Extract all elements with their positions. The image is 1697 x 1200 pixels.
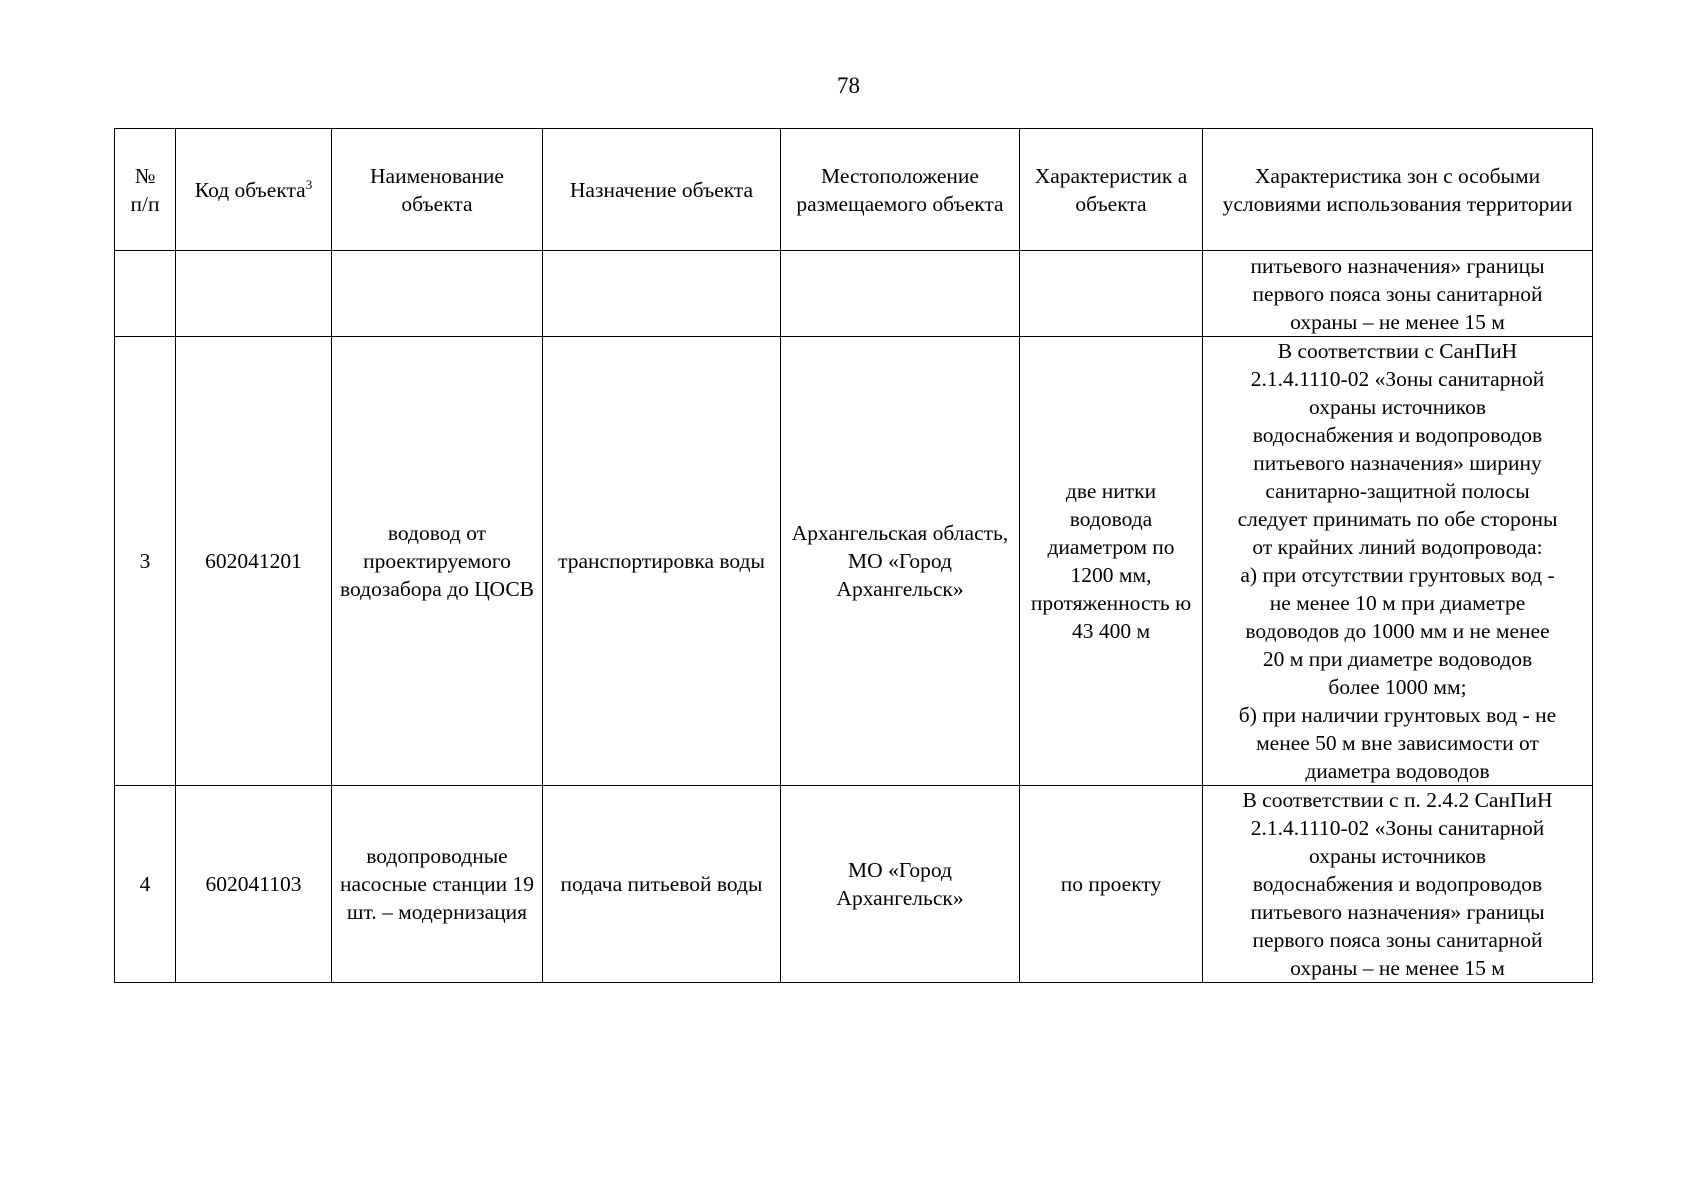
objects-table [114, 128, 1593, 983]
table-row [115, 251, 1593, 337]
cell-location [781, 251, 1020, 337]
cell-purpose: подача питьевой воды [543, 786, 781, 983]
cell-code: 602041103 [176, 786, 332, 983]
cell-characteristics [1020, 251, 1203, 337]
header-characteristics: Характеристик а объекта [1020, 129, 1203, 251]
cell-characteristics: две нитки водовода диаметром по 1200 мм, протяженность ю 43 400 м [1020, 337, 1203, 786]
page-number: 78 [837, 73, 860, 98]
cell-code [176, 251, 332, 337]
cell-zones: В соответствии с СанПиН 2.1.4.1110-02 «Зоны санитарной охраны источников водоснабжения и водопроводов питьевого назначения» ширину санитарно-защитной полосы следует принимать по обе стороны от крайних линий водопровода: а) при отсутствии грунтовых вод - не менее 10 м при диаметре водоводов до 1000 мм и не менее 20 м при диаметре водоводов более 1000 мм; б) при наличии грунтовых вод - не менее 50 м вне зависимости от диаметра водоводов [1203, 337, 1593, 786]
cell-characteristics: по проекту [1020, 786, 1203, 983]
cell-num: 4 [115, 786, 176, 983]
cell-code: 602041201 [176, 337, 332, 786]
cell-zones: питьевого назначения» границы первого пояса зоны санитарной охраны – не менее 15 м [1203, 251, 1593, 337]
cell-purpose [543, 251, 781, 337]
cell-zones: В соответствии с п. 2.4.2 СанПиН 2.1.4.1110-02 «Зоны санитарной охраны источников водоснабжения и водопроводов питьевого назначения» границы первого пояса зоны санитарной охраны – не менее 15 м [1203, 786, 1593, 983]
header-location: Местоположение размещаемого объекта [781, 129, 1020, 251]
cell-num [115, 251, 176, 337]
cell-name: водопроводные насосные станции 19 шт. – модернизация [332, 786, 543, 983]
cell-name [332, 251, 543, 337]
header-code-label: Код объекта [194, 177, 306, 202]
cell-num: 3 [115, 337, 176, 786]
cell-location: Архангельская область, МО «Город Архангельск» [781, 337, 1020, 786]
cell-name: водовод от проектируемого водозабора до ЦОСВ [332, 337, 543, 786]
cell-location: МО «Город Архангельск» [781, 786, 1020, 983]
table-header-row [115, 129, 1593, 251]
table-row [115, 337, 1593, 786]
footnote-marker: 3 [305, 176, 313, 192]
header-num: № п/п [115, 129, 176, 251]
header-name: Наименование объекта [332, 129, 543, 251]
header-zones: Характеристика зон с особыми условиями использования территории [1203, 129, 1593, 251]
table-row [115, 786, 1593, 983]
header-code [176, 129, 332, 251]
header-purpose: Назначение объекта [543, 129, 781, 251]
cell-purpose: транспортировка воды [543, 337, 781, 786]
